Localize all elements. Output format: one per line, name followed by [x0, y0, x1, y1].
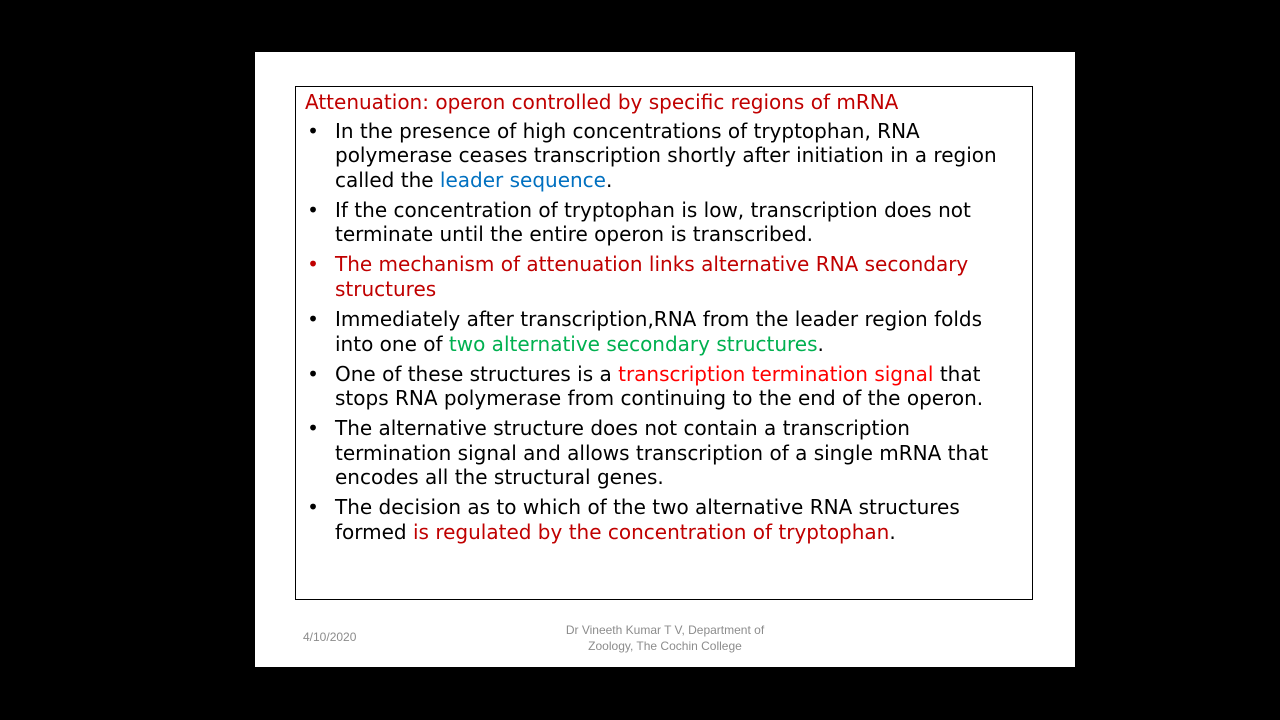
bullet-text-end: . — [817, 331, 824, 356]
bullet-item — [305, 252, 1024, 301]
bullet-dot: • — [307, 252, 319, 277]
bullet-text: Immediately after transcription,RNA from the leader region folds into one of — [335, 306, 983, 356]
bullet-text: One of these structures is a — [335, 361, 619, 386]
bullet-text: The alternative structure does not contain a transcription termination signal and allows transcription of a single mRNA that encodes all the structural genes. — [335, 416, 989, 490]
footer-author — [535, 622, 795, 654]
bullet-text: If the concentration of tryptophan is low, transcription does not terminate until the entire operon is transcribed. — [335, 197, 971, 247]
bullet-dot: • — [307, 306, 319, 331]
slide — [255, 52, 1075, 667]
slide-title: Attenuation: operon controlled by specific regions of mRNA — [305, 90, 899, 114]
bullet-text-end: . — [889, 519, 896, 544]
bullet-text: The decision as to which of the two alternative RNA structures formed — [335, 495, 960, 544]
highlight-secondary-structures: two alternative secondary structures — [448, 331, 818, 356]
bullet-dot: • — [307, 118, 319, 143]
bullet-dot: • — [307, 416, 319, 441]
bullet-dot: • — [307, 361, 319, 386]
footer-author-line1: Dr Vineeth Kumar T V, Department of — [565, 623, 765, 637]
bullet-item — [305, 362, 1024, 411]
bullet-item — [305, 495, 1024, 544]
bullet-dot: • — [307, 495, 319, 520]
footer-date: 4/10/2020 — [303, 630, 357, 644]
bullet-text: In the presence of high concentrations of tryptophan, RNA polymerase ceases transcription shortly after initiation in a region called the — [335, 118, 997, 192]
bullet-item — [305, 416, 1024, 490]
bullet-list — [305, 119, 1024, 545]
highlight-termination-signal: transcription termination signal — [618, 361, 934, 386]
footer-author-line2: Zoology, The Cochin College — [588, 639, 742, 653]
bullet-dot: • — [307, 197, 319, 222]
bullet-text-end: . — [605, 167, 613, 192]
bullet-item — [305, 198, 1024, 247]
bullet-item — [305, 307, 1024, 356]
highlight-leader-sequence: leader sequence — [439, 167, 606, 192]
bullet-text: The mechanism of attenuation links alternative RNA secondary structures — [335, 252, 969, 301]
content-box — [295, 86, 1033, 600]
highlight-regulated: is regulated by the concentration of tryptophan — [413, 519, 890, 544]
bullet-text-end: that stops RNA polymerase from continuing to the end of the operon. — [335, 361, 984, 411]
bullet-item — [305, 119, 1024, 193]
